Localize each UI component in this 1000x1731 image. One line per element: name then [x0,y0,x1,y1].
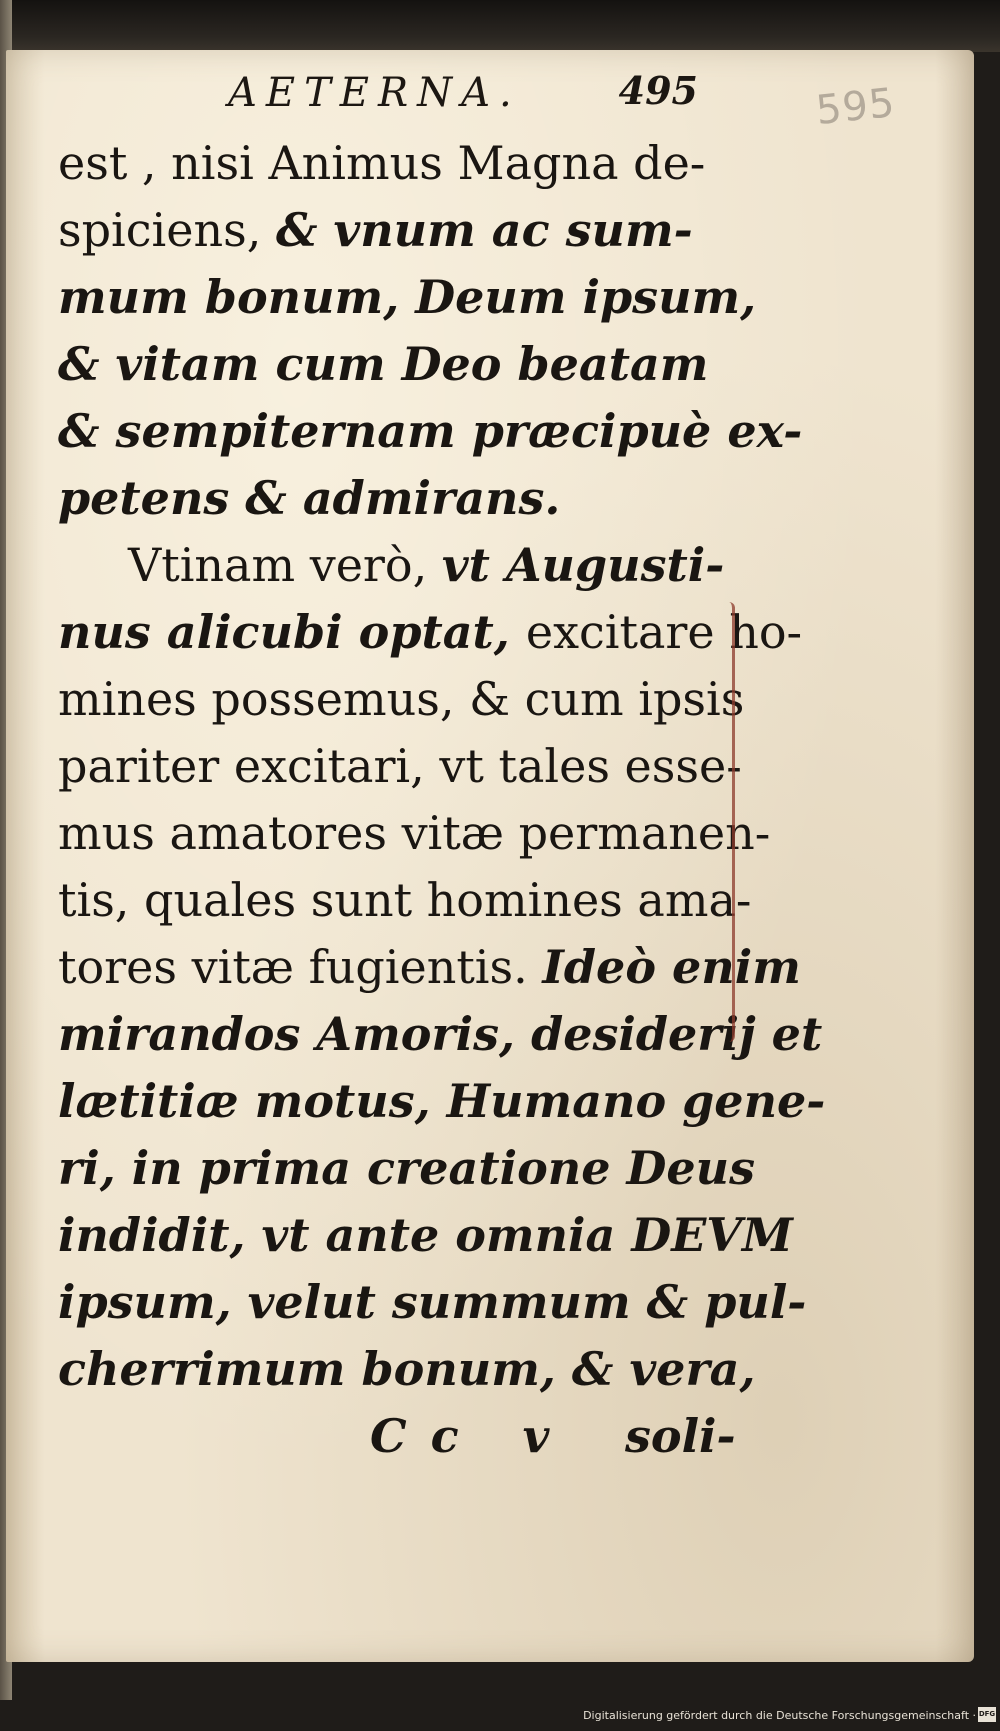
text-line-6: petens & admirans. [58,471,561,525]
running-title: AETERNA. [228,70,521,116]
text-line-1: est , nisi Animus Magna de- [58,136,706,190]
text-line-12: tis, quales sunt homines ama- [58,873,752,927]
text-line-13 [58,934,801,1001]
text-line-2-roman: spiciens, [58,203,276,257]
text-line-7-roman: Vtinam verò, [128,538,442,592]
red-margin-bracket [718,602,735,1042]
handwritten-folio-number: 595 [813,79,898,135]
text-line-13-italic: Ideò enim [542,940,801,994]
page-body-text [58,130,826,1470]
text-line-16: ri, in prima creatione Deus [58,1141,755,1195]
page-number: 495 [618,68,698,113]
signature-line [58,1403,736,1470]
text-line-7-italic: vt Augusti- [441,538,725,592]
page-header [228,64,698,124]
book-edge-top [0,0,1000,52]
digitization-credit: Digitalisierung gefördert durch die Deutsche Forschungsgemeinschaft · [583,1709,976,1722]
text-line-4: & vitam cum Deo beatam [58,337,709,391]
text-line-8-italic: nus alicubi optat, [58,605,526,659]
text-line-19: cherrimum bonum, & vera, [58,1342,756,1396]
text-line-14: mirandos Amoris, desiderij et [58,1007,823,1061]
text-line-3: mum bonum, Deum ipsum, [58,270,757,324]
text-line-15: lætitiæ motus, Humano gene- [58,1074,826,1128]
text-line-2 [58,197,728,264]
text-line-18: ipsum, velut summum & pul- [58,1275,807,1329]
text-line-2-italic: & vnum ac sum- [275,203,693,257]
signature-mark: Cc v [370,1409,574,1463]
text-line-5: & sempiternam præcipuè ex- [58,404,803,458]
dfg-logo: DFG [978,1707,996,1722]
catchword: soli- [625,1409,736,1463]
text-line-8 [58,599,803,666]
text-line-7 [58,532,728,599]
text-line-10: pariter excitari, vt tales esse- [58,739,742,793]
text-line-8-roman: excitare ho- [525,605,803,659]
text-line-13-roman: tores vitæ fugientis. [58,940,543,994]
text-line-11: mus amatores vitæ permanen- [58,806,771,860]
text-line-17: indidit, vt ante omnia DEVM [58,1208,793,1262]
text-line-9: mines possemus, & cum ipsis [58,672,745,726]
